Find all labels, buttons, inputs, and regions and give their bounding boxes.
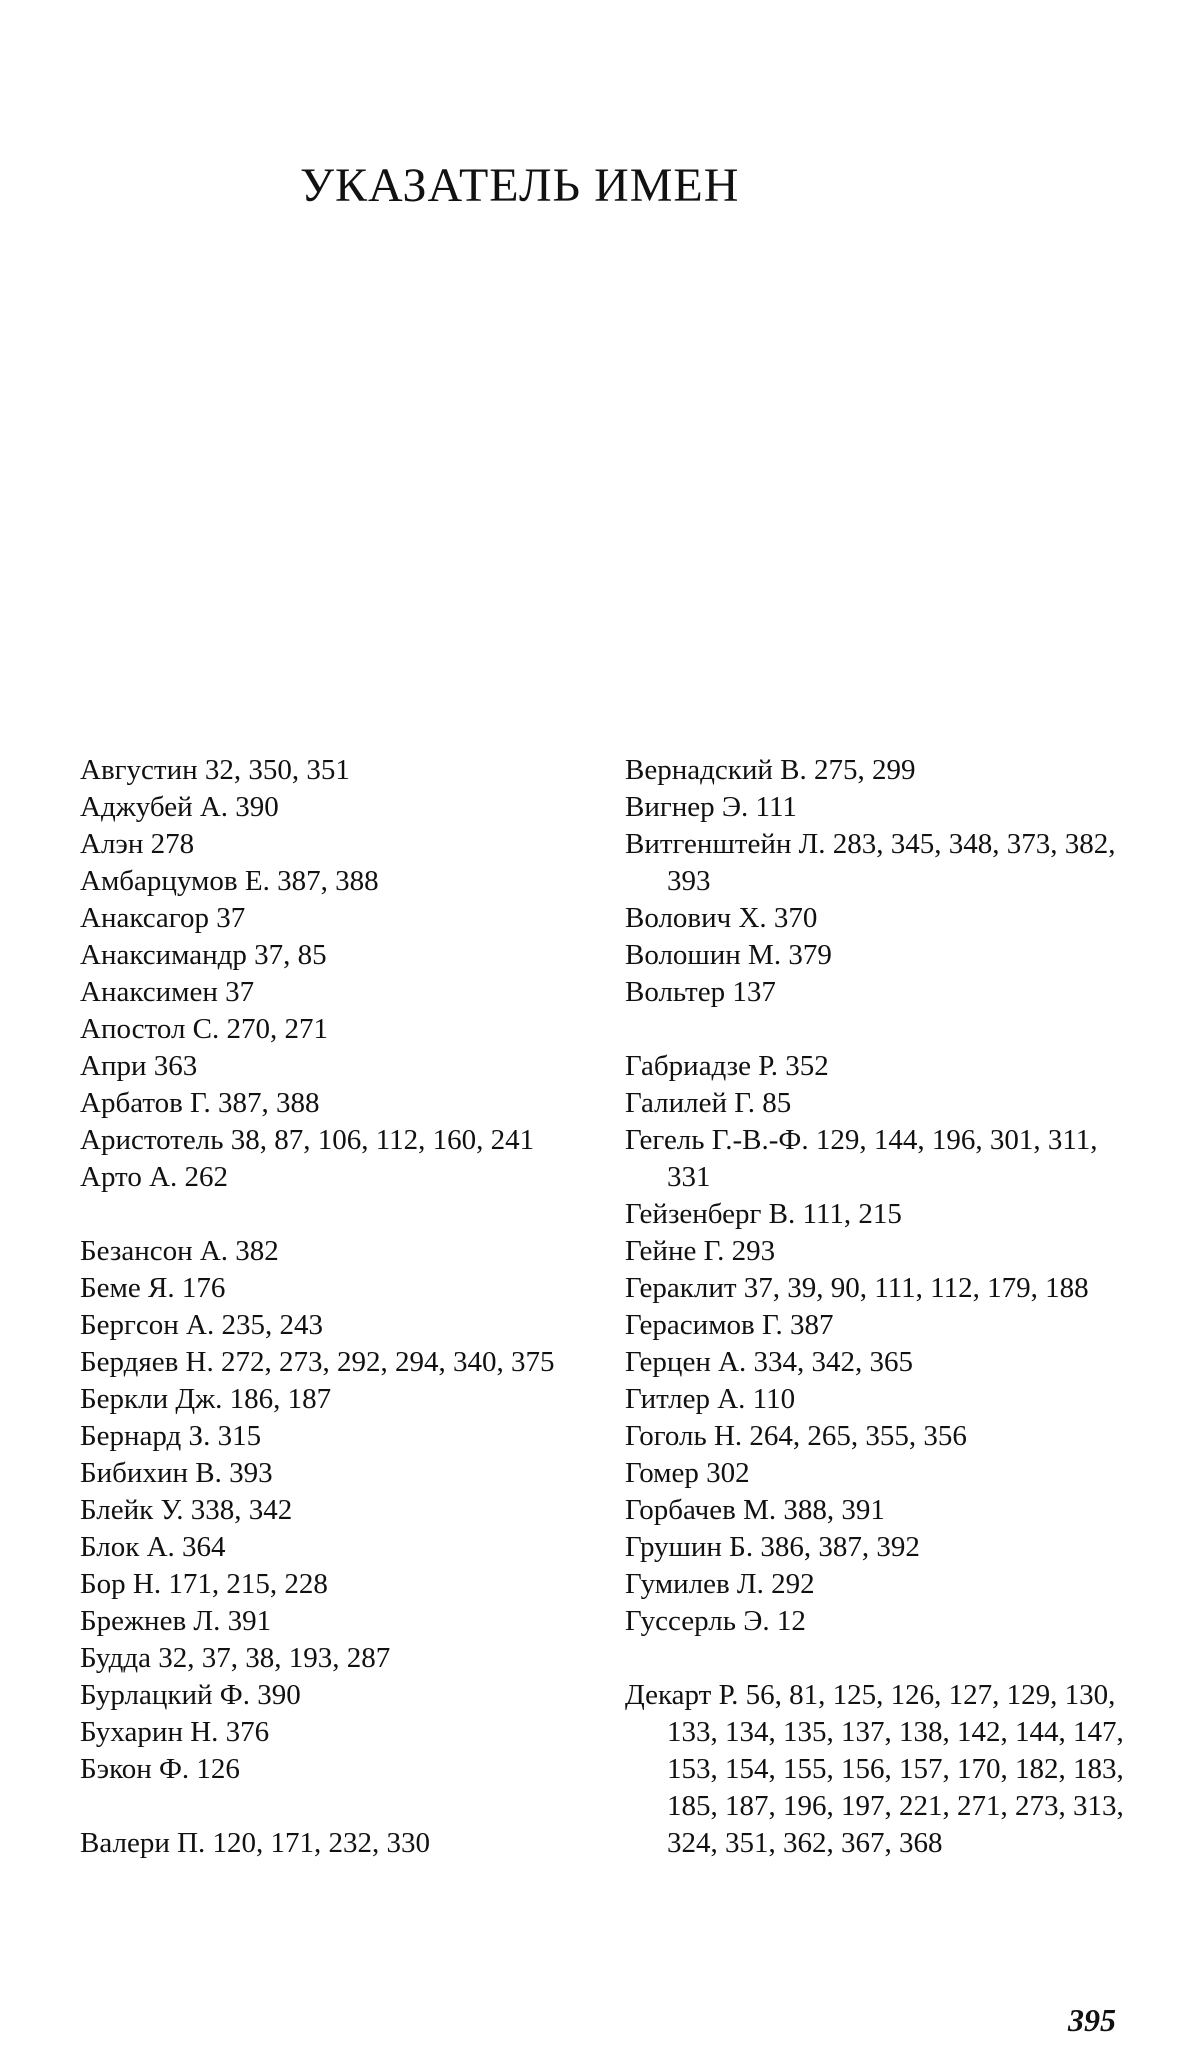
index-letter-group (625, 1677, 1135, 1862)
index-letter-group (80, 1233, 580, 1788)
index-entry: Анаксимандр 37, 85 (80, 939, 327, 971)
index-entry: Гейне Г. 293 (625, 1235, 776, 1267)
index-entry: Брежнев Л. 391 (80, 1605, 272, 1637)
index-entry: Грушин Б. 386, 387, 392 (625, 1531, 920, 1563)
index-entry: Бергсон А. 235, 243 (80, 1309, 324, 1341)
index-entry: Габриадзе Р. 352 (625, 1050, 829, 1082)
index-entry: Бухарин Н. 376 (80, 1716, 270, 1748)
page-number: 395 (1068, 2002, 1116, 2038)
index-letter-group (625, 752, 1135, 1011)
index-entry: Арто А. 262 (80, 1161, 229, 1193)
index-column-right (625, 752, 1135, 1862)
index-entry: Гомер 302 (625, 1457, 750, 1489)
index-entry: Галилей Г. 85 (625, 1087, 792, 1119)
index-entry: Гейзенберг В. 111, 215 (625, 1198, 902, 1230)
index-entry: Декарт Р. 56, 81, 125, 126, 127, 129, 130, 133, 134, 135, 137, 138, 142, 144, 147, 153, 154, 155, 156, 157, 170, 182, 183, 185, 187, 196, 197, 221, 271, 273, 313, 324, 351, 362, 367, 368 (625, 1679, 1124, 1859)
index-entry: Апостол С. 270, 271 (80, 1013, 329, 1045)
index-entry: Апри 363 (80, 1050, 198, 1082)
index-entry: Вернадский В. 275, 299 (625, 754, 916, 786)
index-entry: Августин 32, 350, 351 (80, 754, 350, 786)
index-entry: Бердяев Н. 272, 273, 292, 294, 340, 375 (80, 1346, 555, 1378)
index-letter-group (80, 1825, 580, 1862)
index-letter-group (625, 1048, 1135, 1640)
index-entry: Блейк У. 338, 342 (80, 1494, 293, 1526)
index-entry: Вольтер 137 (625, 976, 776, 1008)
index-entry: Алэн 278 (80, 828, 195, 860)
index-entry: Волович Х. 370 (625, 902, 818, 934)
index-entry: Арбатов Г. 387, 388 (80, 1087, 320, 1119)
index-entry: Беме Я. 176 (80, 1272, 226, 1304)
index-entry: Амбарцумов Е. 387, 388 (80, 865, 379, 897)
index-entry: Витгенштейн Л. 283, 345, 348, 373, 382, 393 (625, 828, 1116, 897)
index-entry: Волошин М. 379 (625, 939, 832, 971)
index-entry: Будда 32, 37, 38, 193, 287 (80, 1642, 391, 1674)
index-entry: Валери П. 120, 171, 232, 330 (80, 1827, 431, 1859)
index-entry: Бор Н. 171, 215, 228 (80, 1568, 328, 1600)
index-entry: Беркли Дж. 186, 187 (80, 1383, 332, 1415)
index-entry: Бэкон Ф. 126 (80, 1753, 240, 1785)
index-entry: Бернард З. 315 (80, 1420, 262, 1452)
index-entry: Герасимов Г. 387 (625, 1309, 834, 1341)
index-entry: Гуссерль Э. 12 (625, 1605, 806, 1637)
index-entry: Анаксимен 37 (80, 976, 255, 1008)
index-entry: Бибихин В. 393 (80, 1457, 273, 1489)
page-title: УКАЗАТЕЛЬ ИМЕН (300, 159, 740, 212)
index-column-left (80, 752, 580, 1862)
index-entry: Анаксагор 37 (80, 902, 246, 934)
index-entry: Безансон А. 382 (80, 1235, 279, 1267)
index-entry: Вигнер Э. 111 (625, 791, 797, 823)
index-entry: Гитлер А. 110 (625, 1383, 796, 1415)
index-entry: Гегель Г.-В.-Ф. 129, 144, 196, 301, 311, 331 (625, 1124, 1098, 1193)
index-entry: Герцен А. 334, 342, 365 (625, 1346, 914, 1378)
index-entry: Аристотель 38, 87, 106, 112, 160, 241 (80, 1124, 535, 1156)
index-entry: Аджубей А. 390 (80, 791, 279, 823)
index-entry: Гумилев Л. 292 (625, 1568, 815, 1600)
index-letter-group (80, 752, 580, 1196)
index-entry: Блок А. 364 (80, 1531, 226, 1563)
index-entry: Гераклит 37, 39, 90, 111, 112, 179, 188 (625, 1272, 1089, 1304)
index-entry: Гоголь Н. 264, 265, 355, 356 (625, 1420, 967, 1452)
index-entry: Бурлацкий Ф. 390 (80, 1679, 301, 1711)
index-entry: Горбачев М. 388, 391 (625, 1494, 885, 1526)
